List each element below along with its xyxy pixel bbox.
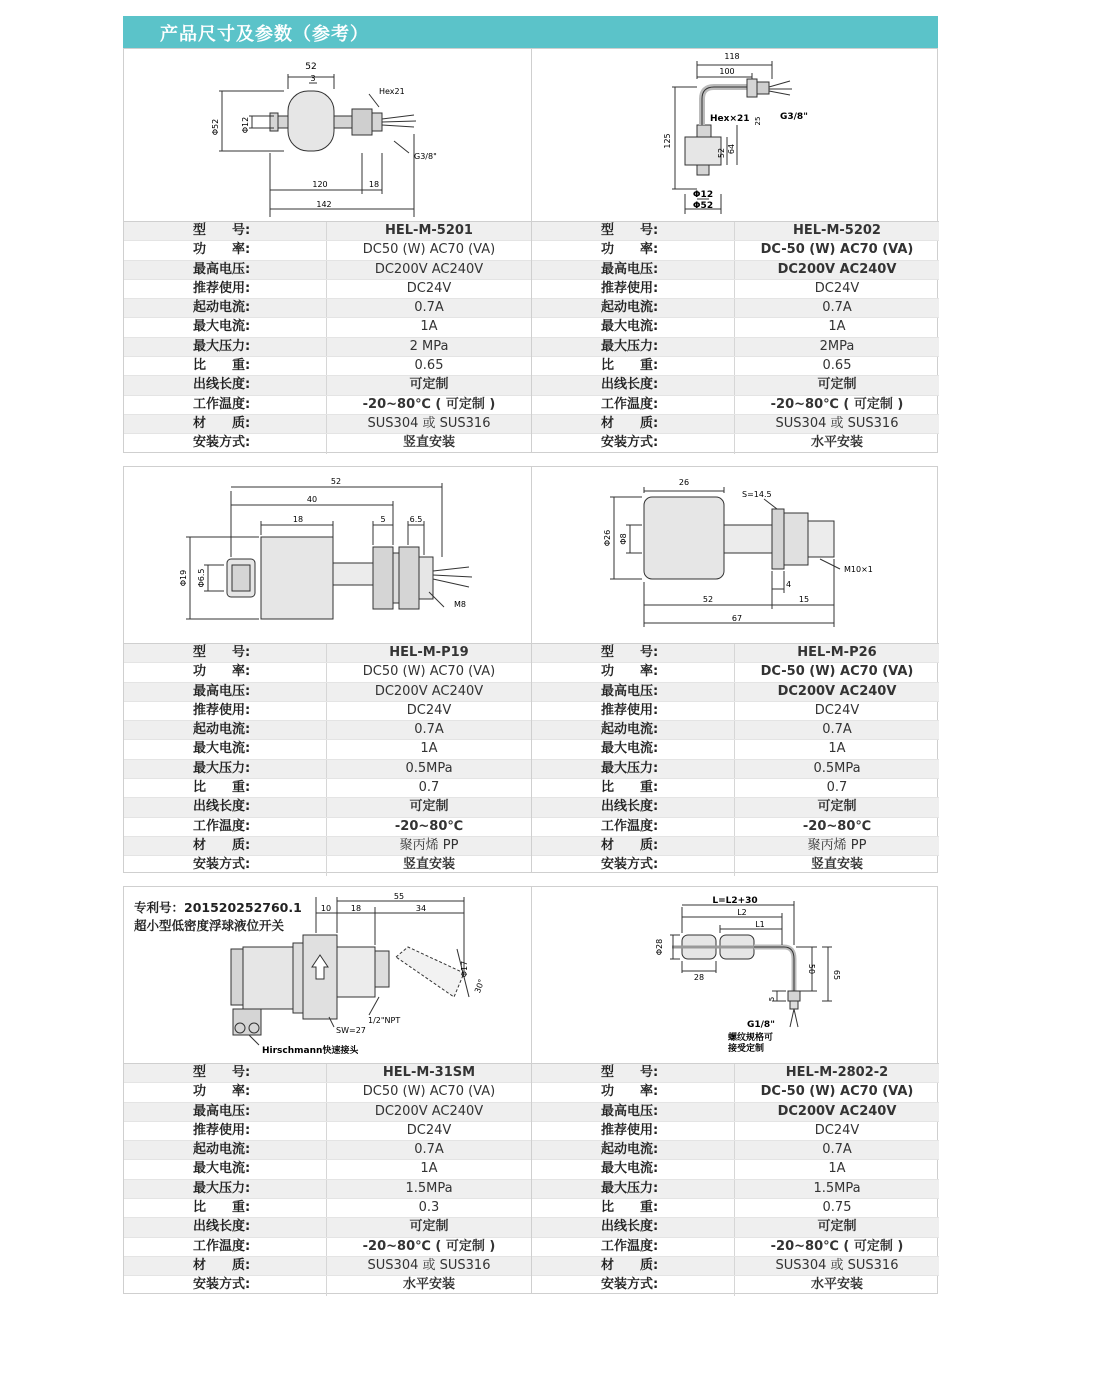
dimension-drawing-5202	[532, 49, 939, 221]
spec-row: 最大电流: 1A	[532, 740, 939, 759]
spec-row: 材 质: SUS304 或 SUS316	[532, 1257, 939, 1276]
product-card-5202	[532, 49, 939, 454]
spec-row: 功 率: DC50 (W) AC70 (VA)	[124, 1083, 531, 1102]
spec-row: 工作温度: -20~80℃	[532, 818, 939, 837]
spec-row: 最大电流: 1A	[124, 740, 531, 759]
thread-note-2: 接受定制	[728, 1044, 765, 1054]
spec-row: 材 质: SUS304 或 SUS316	[532, 415, 939, 434]
spec-row: 安装方式: 水平安装	[532, 434, 939, 453]
dim-52: 52	[717, 147, 726, 159]
spec-row: 比 重: 0.7	[532, 779, 939, 798]
dim-18: 18	[368, 180, 380, 189]
product-block-2	[123, 466, 938, 873]
dim-40: 40	[306, 495, 318, 504]
dim-npt: 1/2"NPT	[368, 1016, 401, 1025]
dim-100: 100	[719, 67, 735, 76]
spec-row: 起动电流: 0.7A	[124, 299, 531, 318]
spec-row: 型 号: HEL-M-P26	[532, 644, 939, 663]
spec-row: 型 号: HEL-M-2802-2	[532, 1064, 939, 1083]
connector-label: Hirschmann快速接头	[262, 1046, 359, 1056]
spec-row: 最大电流: 1A	[124, 1160, 531, 1179]
product-block-1	[123, 48, 938, 453]
dim-g38: G3/8"	[780, 112, 808, 122]
dim-6-5: 6.5	[409, 515, 423, 524]
dim-120: 120	[312, 180, 328, 189]
spec-table-5201	[124, 221, 531, 454]
spec-row: 功 率: DC-50 (W) AC70 (VA)	[532, 241, 939, 260]
spec-row: 出线长度: 可定制	[532, 376, 939, 395]
dim-phi52: Φ52	[211, 118, 220, 136]
dim-m8: M8	[454, 600, 466, 609]
dim-52: 52	[305, 62, 317, 72]
spec-row: 型 号: HEL-M-31SM	[124, 1064, 531, 1083]
spec-row: 材 质: SUS304 或 SUS316	[124, 415, 531, 434]
model-value: HEL-M-P26	[797, 645, 877, 660]
float-switch-p19-diagram	[124, 467, 531, 643]
dim-l2: L2	[737, 908, 747, 917]
product-block-3	[123, 886, 938, 1294]
dim-hex21: Hex×21	[710, 114, 750, 124]
dim-64: 64	[727, 143, 736, 155]
model-value: HEL-M-5201	[385, 223, 473, 238]
model-value: HEL-M-31SM	[382, 1065, 476, 1080]
dim-26: 26	[678, 478, 690, 487]
spec-row: 出线长度: 可定制	[124, 798, 531, 817]
spec-table-31sm	[124, 1063, 531, 1296]
spec-row: 材 质: 聚丙烯 PP	[124, 837, 531, 856]
dim-18: 18	[350, 904, 362, 913]
product-card-p19	[124, 467, 531, 876]
dim-142: 142	[316, 200, 332, 209]
patent-title: 超小型低密度浮球液位开关	[134, 918, 285, 933]
dim-g38: G3/8"	[414, 152, 437, 161]
spec-row: 推荐使用: DC24V	[124, 280, 531, 299]
dim-25: 25	[754, 116, 762, 126]
float-switch-p26-diagram	[532, 467, 939, 643]
spec-row: 型 号: HEL-M-P19	[124, 644, 531, 663]
float-switch-2802-2-diagram	[532, 887, 939, 1063]
dim-30deg: 30°	[472, 977, 487, 995]
spec-row: 最大压力: 1.5MPa	[532, 1180, 939, 1199]
dimension-drawing-31sm	[124, 887, 531, 1063]
spec-row: 工作温度: -20~80℃ ( 可定制 )	[532, 396, 939, 415]
dim-28: 28	[693, 973, 705, 982]
dimension-drawing-5201	[124, 49, 531, 221]
dim-l: L=L2+30	[712, 896, 758, 906]
patent-info	[134, 899, 302, 935]
spec-row: 最高电压: DC200V AC240V	[532, 1103, 939, 1122]
spec-row: 最大电流: 1A	[532, 318, 939, 337]
dim-phi17: Φ17	[460, 960, 469, 978]
product-card-2802-2	[532, 887, 939, 1296]
spec-row: 材 质: 聚丙烯 PP	[532, 837, 939, 856]
spec-row: 功 率: DC50 (W) AC70 (VA)	[124, 241, 531, 260]
dim-hex21: Hex21	[379, 87, 405, 96]
spec-table-p26	[532, 643, 939, 876]
spec-row: 型 号: HEL-M-5201	[124, 222, 531, 241]
spec-row: 最大压力: 1.5MPa	[124, 1180, 531, 1199]
dim-phi6-5: Φ6.5	[197, 568, 206, 588]
dim-65: 65	[832, 969, 841, 981]
spec-row: 起动电流: 0.7A	[532, 1141, 939, 1160]
dim-55: 55	[393, 892, 405, 901]
spec-row: 起动电流: 0.7A	[532, 299, 939, 318]
spec-table-5202	[532, 221, 939, 454]
model-value: HEL-M-2802-2	[785, 1065, 889, 1080]
dim-15: 15	[798, 595, 810, 604]
spec-row: 安装方式: 水平安装	[532, 1276, 939, 1295]
spec-row: 工作温度: -20~80℃ ( 可定制 )	[124, 1238, 531, 1257]
spec-row: 安装方式: 水平安装	[124, 1276, 531, 1295]
dim-phi19: Φ19	[179, 569, 188, 587]
dim-m10: M10×1	[844, 565, 873, 574]
spec-row: 出线长度: 可定制	[532, 798, 939, 817]
dimension-drawing-p19	[124, 467, 531, 643]
spec-row: 推荐使用: DC24V	[124, 702, 531, 721]
spec-row: 出线长度: 可定制	[124, 376, 531, 395]
dim-s14-5: S=14.5	[742, 490, 772, 499]
spec-row: 起动电流: 0.7A	[532, 721, 939, 740]
dim-50: 50	[807, 963, 816, 975]
spec-table-p19	[124, 643, 531, 876]
spec-row: 最大电流: 1A	[532, 1160, 939, 1179]
product-card-31sm	[124, 887, 531, 1296]
spec-row: 出线长度: 可定制	[124, 1218, 531, 1237]
dim-118: 118	[724, 52, 740, 61]
product-card-5201	[124, 49, 531, 454]
dim-10: 10	[320, 904, 332, 913]
spec-row: 功 率: DC50 (W) AC70 (VA)	[124, 663, 531, 682]
spec-row: 最高电压: DC200V AC240V	[532, 683, 939, 702]
model-value: HEL-M-5202	[793, 223, 881, 238]
spec-row: 工作温度: -20~80℃	[124, 818, 531, 837]
spec-row: 最大压力: 0.5MPa	[532, 760, 939, 779]
dim-5: 5	[380, 515, 386, 524]
dim-125: 125	[663, 133, 672, 149]
spec-row: 工作温度: -20~80℃ ( 可定制 )	[532, 1238, 939, 1257]
dim-52: 52	[702, 595, 714, 604]
spec-row: 最大电流: 1A	[124, 318, 531, 337]
spec-row: 最大压力: 2 MPa	[124, 338, 531, 357]
spec-row: 推荐使用: DC24V	[532, 1122, 939, 1141]
patent-number: 专利号：201520252760.1	[134, 900, 302, 915]
dim-3: 3	[310, 74, 316, 83]
spec-row: 型 号: HEL-M-5202	[532, 222, 939, 241]
spec-row: 推荐使用: DC24V	[124, 1122, 531, 1141]
float-switch-5201-diagram	[124, 49, 531, 221]
spec-row: 比 重: 0.3	[124, 1199, 531, 1218]
thread-note-1: 螺纹规格可	[728, 1033, 774, 1043]
spec-row: 起动电流: 0.7A	[124, 721, 531, 740]
spec-table-2802-2	[532, 1063, 939, 1296]
spec-row: 推荐使用: DC24V	[532, 702, 939, 721]
dimension-drawing-p26	[532, 467, 939, 643]
spec-row: 安装方式: 竖直安装	[532, 856, 939, 875]
spec-row: 最高电压: DC200V AC240V	[124, 1103, 531, 1122]
spec-row: 比 重: 0.7	[124, 779, 531, 798]
spec-row: 安装方式: 竖直安装	[124, 434, 531, 453]
section-title: 产品尺寸及参数（参考）	[160, 24, 369, 45]
float-switch-5202-diagram	[532, 49, 939, 221]
dim-4: 4	[786, 580, 792, 589]
spec-row: 起动电流: 0.7A	[124, 1141, 531, 1160]
spec-row: 功 率: DC-50 (W) AC70 (VA)	[532, 663, 939, 682]
spec-row: 安装方式: 竖直安装	[124, 856, 531, 875]
dim-sw27: SW=27	[336, 1026, 366, 1035]
dim-67: 67	[731, 614, 743, 623]
spec-row: 出线长度: 可定制	[532, 1218, 939, 1237]
spec-row: 材 质: SUS304 或 SUS316	[124, 1257, 531, 1276]
dim-g18: G1/8"	[747, 1020, 775, 1030]
dim-l1: L1	[755, 920, 765, 929]
spec-row: 比 重: 0.65	[532, 357, 939, 376]
model-value: HEL-M-P19	[389, 645, 469, 660]
spec-row: 最高电压: DC200V AC240V	[124, 683, 531, 702]
spec-row: 最高电压: DC200V AC240V	[124, 261, 531, 280]
spec-row: 推荐使用: DC24V	[532, 280, 939, 299]
spec-row: 功 率: DC-50 (W) AC70 (VA)	[532, 1083, 939, 1102]
spec-row: 工作温度: -20~80℃ ( 可定制 )	[124, 396, 531, 415]
dim-52: 52	[330, 477, 342, 486]
dim-phi12: Φ12	[241, 116, 250, 134]
dim-phi12: Φ12	[692, 190, 714, 200]
spec-row: 比 重: 0.65	[124, 357, 531, 376]
dim-18: 18	[292, 515, 304, 524]
spec-row: 最大压力: 0.5MPa	[124, 760, 531, 779]
spec-row: 比 重: 0.75	[532, 1199, 939, 1218]
spec-row: 最高电压: DC200V AC240V	[532, 261, 939, 280]
product-card-p26	[532, 467, 939, 876]
section-header	[123, 16, 938, 48]
dim-phi8: Φ8	[619, 533, 628, 545]
dimension-drawing-2802-2	[532, 887, 939, 1063]
spec-row: 最大压力: 2MPa	[532, 338, 939, 357]
dim-5: 5	[768, 996, 776, 1002]
dim-phi52: Φ52	[692, 201, 714, 211]
dim-phi26: Φ26	[603, 529, 612, 547]
dim-34: 34	[415, 904, 427, 913]
dim-phi28: Φ28	[655, 938, 664, 956]
